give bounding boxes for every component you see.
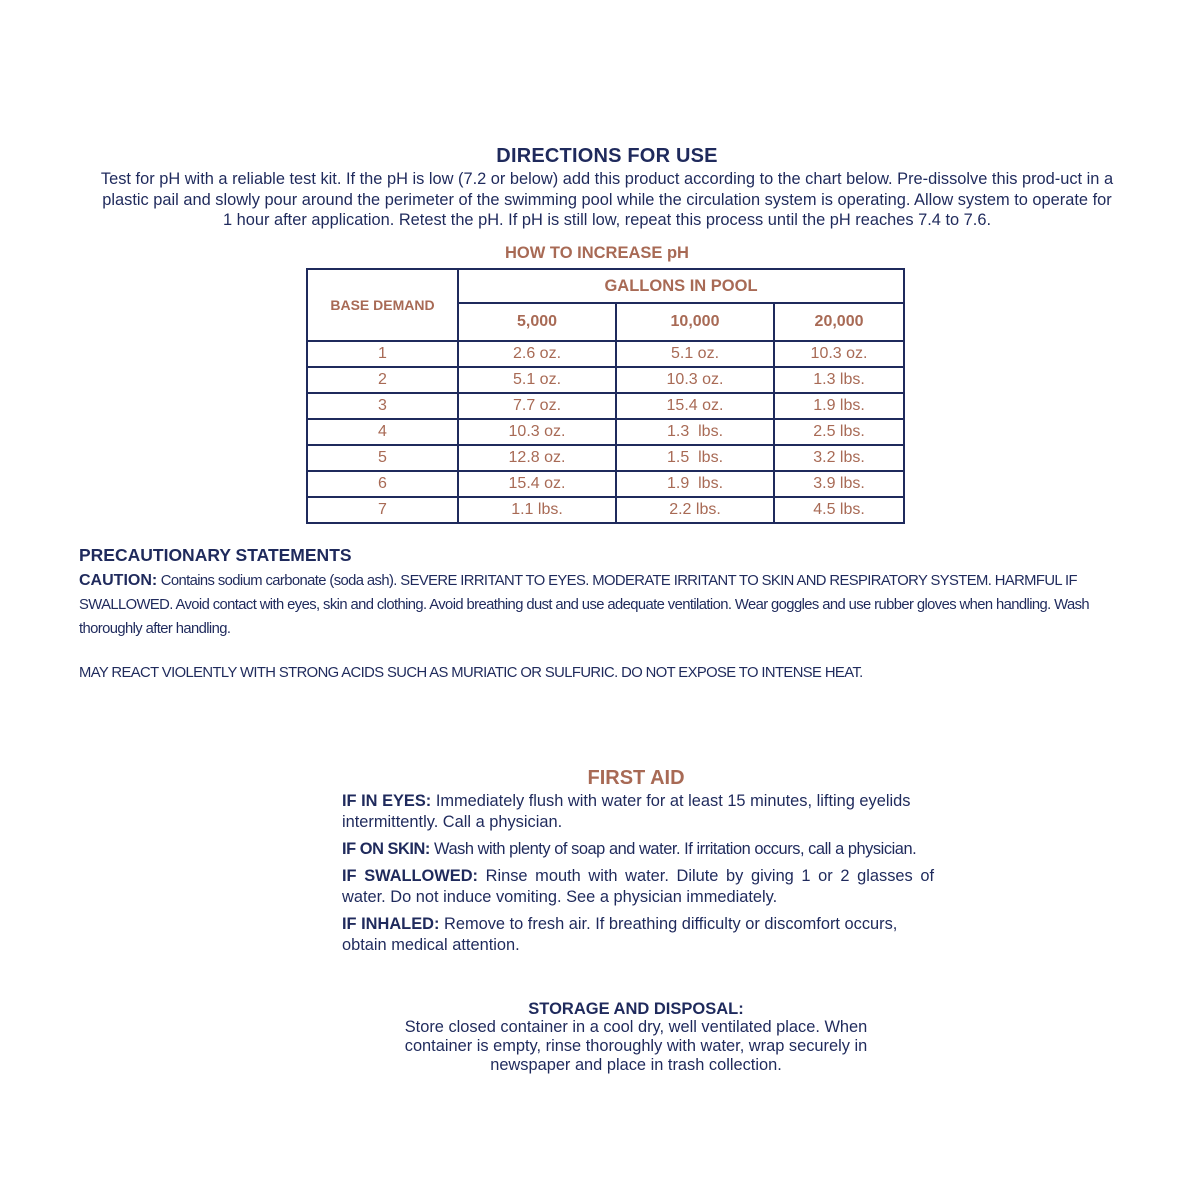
- amount-cell: 15.4 oz.: [458, 471, 616, 497]
- caution-text: Contains sodium carbonate (soda ash). SEVERE IRRITANT TO EYES. MODERATE IRRITANT TO SKIN AND RESPIRATORY SYSTEM. HARMFUL IF SWALLOWED. Avoid contact with eyes, skin and clothing. Avoid breathing dust and use adequate ventilation. Wear goggles and use rubber gloves when handling. Wash thoroughly after handling.: [79, 573, 1090, 637]
- amount-cell: 10.3 oz.: [774, 341, 904, 367]
- demand-cell: 3: [307, 393, 458, 419]
- demand-cell: 1: [307, 341, 458, 367]
- directions-text: Test for pH with a reliable test kit. If the pH is low (7.2 or below) add this product according to the chart below. Pre-dissolve this prod-uct in a plastic pail and slowly pour around the perimeter of the swimming pool while the circulation system is operating. Allow system to operate for 1 hour after application. Retest the pH. If pH is still low, repeat this process until the pH reaches 7.4 to 7.6.: [100, 170, 1114, 229]
- first-aid-swallowed: [342, 866, 934, 907]
- amount-cell: 4.5 lbs.: [774, 497, 904, 523]
- first-aid-text: Immediately flush with water for at least 15 minutes, lifting eyelids intermittently. Call a physician.: [342, 792, 911, 831]
- table-title: HOW TO INCREASE pH: [505, 244, 689, 262]
- demand-cell: 2: [307, 367, 458, 393]
- first-aid-text: Remove to fresh air. If breathing difficulty or discomfort occurs, obtain medical attention.: [342, 915, 898, 954]
- amount-cell: 2.2 lbs.: [616, 497, 774, 523]
- directions-title: DIRECTIONS FOR USE: [496, 145, 718, 167]
- amount-cell: 1.3 lbs.: [774, 367, 904, 393]
- amount-cell: 1.3 lbs.: [616, 419, 774, 445]
- table-row: [307, 445, 904, 471]
- table-row: [307, 497, 904, 523]
- base-demand-header: BASE DEMAND: [307, 269, 458, 341]
- amount-cell: 2.5 lbs.: [774, 419, 904, 445]
- storage-text: Store closed container in a cool dry, well ventilated place. When container is empty, rinse thoroughly with water, wrap securely in newspaper and place in trash collection.: [404, 1018, 868, 1074]
- first-aid-label: IF IN EYES:: [342, 792, 432, 810]
- table-row: [307, 341, 904, 367]
- first-aid-label: IF SWALLOWED:: [342, 867, 479, 885]
- amount-cell: 5.1 oz.: [616, 341, 774, 367]
- demand-cell: 6: [307, 471, 458, 497]
- table-row: [307, 471, 904, 497]
- demand-cell: 5: [307, 445, 458, 471]
- table-row: [307, 367, 904, 393]
- amount-cell: 10.3 oz.: [458, 419, 616, 445]
- first-aid-text: Wash with plenty of soap and water. If irritation occurs, call a physician.: [429, 840, 917, 858]
- amount-cell: 2.6 oz.: [458, 341, 616, 367]
- pool-size-header: 10,000: [616, 303, 774, 341]
- pool-size-header: 20,000: [774, 303, 904, 341]
- pool-size-header: 5,000: [458, 303, 616, 341]
- dosage-table: [306, 268, 905, 524]
- first-aid-label: IF ON SKIN:: [342, 840, 430, 858]
- first-aid-text: Rinse mouth with water. Dilute by giving 1 or 2 glasses of water. Do not induce vomiting. See a physician immediately.: [342, 867, 934, 906]
- amount-cell: 7.7 oz.: [458, 393, 616, 419]
- amount-cell: 15.4 oz.: [616, 393, 774, 419]
- caution-label: CAUTION:: [79, 572, 158, 589]
- first-aid-skin: [342, 839, 934, 860]
- amount-cell: 3.2 lbs.: [774, 445, 904, 471]
- caution-paragraph: [79, 569, 1109, 641]
- amount-cell: 5.1 oz.: [458, 367, 616, 393]
- storage-title: STORAGE AND DISPOSAL:: [528, 1000, 744, 1018]
- amount-cell: 1.5 lbs.: [616, 445, 774, 471]
- precautionary-title: PRECAUTIONARY STATEMENTS: [79, 545, 352, 565]
- table-row: [307, 393, 904, 419]
- amount-cell: 3.9 lbs.: [774, 471, 904, 497]
- amount-cell: 1.9 lbs.: [616, 471, 774, 497]
- demand-cell: 7: [307, 497, 458, 523]
- first-aid-inhaled: [342, 914, 934, 955]
- gallons-header: GALLONS IN POOL: [458, 269, 904, 303]
- first-aid-eyes: [342, 791, 934, 832]
- amount-cell: 1.1 lbs.: [458, 497, 616, 523]
- amount-cell: 1.9 lbs.: [774, 393, 904, 419]
- table-row: [307, 419, 904, 445]
- first-aid-title: FIRST AID: [587, 767, 685, 789]
- amount-cell: 10.3 oz.: [616, 367, 774, 393]
- amount-cell: 12.8 oz.: [458, 445, 616, 471]
- demand-cell: 4: [307, 419, 458, 445]
- first-aid-label: IF INHALED:: [342, 915, 440, 933]
- react-warning: MAY REACT VIOLENTLY WITH STRONG ACIDS SUCH AS MURIATIC OR SULFURIC. DO NOT EXPOSE TO INTENSE HEAT.: [79, 665, 863, 681]
